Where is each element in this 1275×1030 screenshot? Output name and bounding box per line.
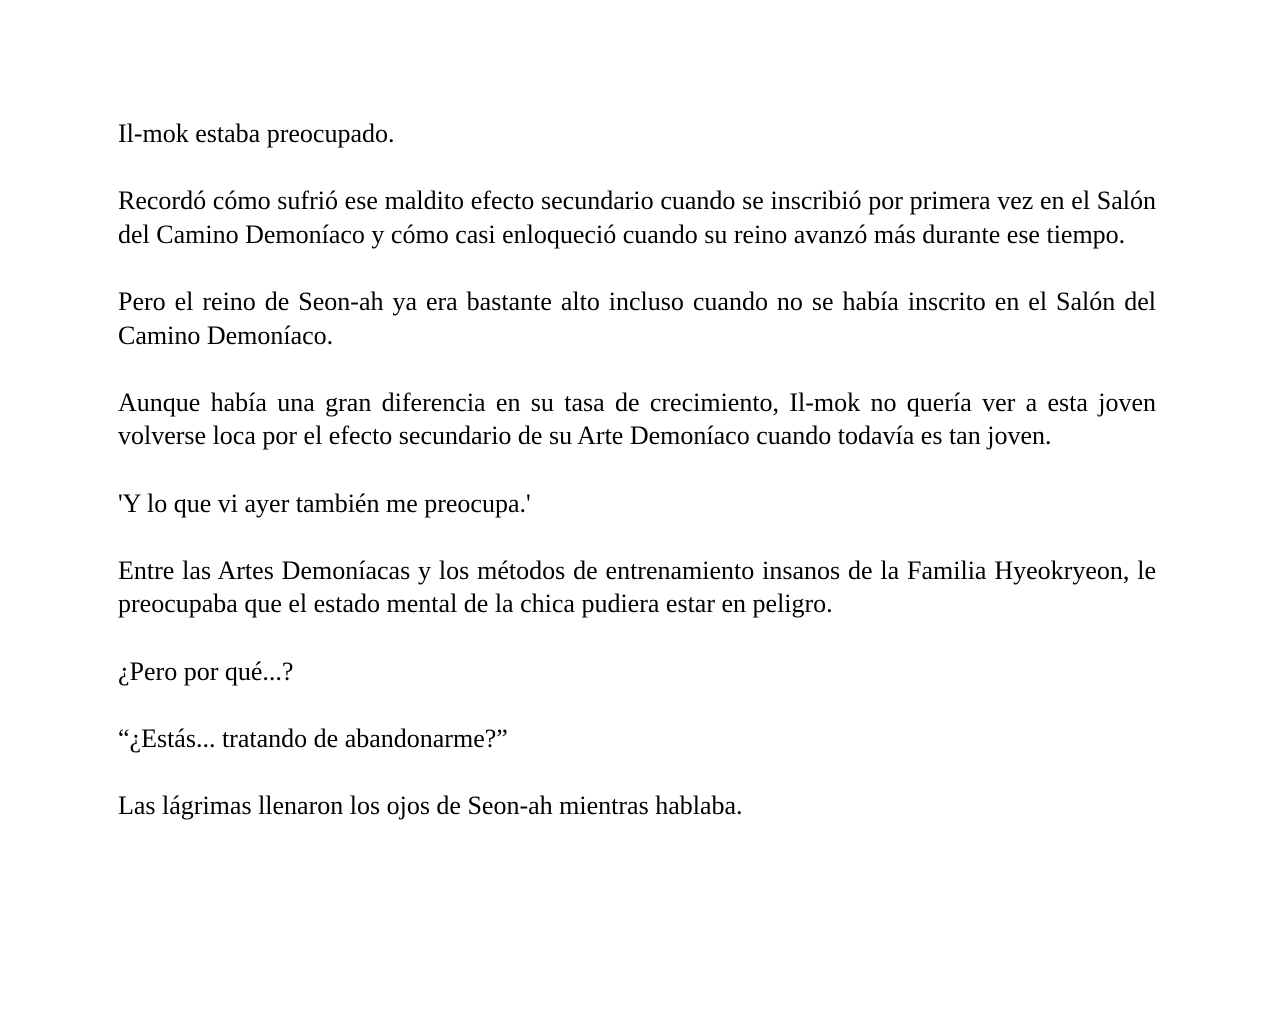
document-body <box>118 117 1156 822</box>
paragraph: Pero el reino de Seon-ah ya era bastante alto incluso cuando no se había inscrito en el Salón del Camino Demoníaco. <box>118 286 1156 350</box>
paragraph: 'Y lo que vi ayer también me preocupa.' <box>118 488 531 518</box>
paragraph: ¿Pero por qué...? <box>118 656 294 686</box>
paragraph: Las lágrimas llenaron los ojos de Seon-ah mientras hablaba. <box>118 790 743 820</box>
paragraph: Il-mok estaba preocupado. <box>118 119 395 148</box>
paragraph: “¿Estás... tratando de abandonarme?” <box>118 723 508 753</box>
paragraph: Recordó cómo sufrió ese maldito efecto secundario cuando se inscribió por primera vez en el Salón del Camino Demoníaco y cómo casi enloqueció cuando su reino avanzó más durante ese tiempo. <box>118 186 1156 249</box>
paragraph: Entre las Artes Demoníacas y los métodos de entrenamiento insanos de la Familia Hyeokryeon, le preocupaba que el estado mental de la chica pudiera estar en peligro. <box>118 555 1156 619</box>
paragraph: Aunque había una gran diferencia en su tasa de crecimiento, Il-mok no quería ver a esta joven volverse loca por el efecto secundario de su Arte Demoníaco cuando todavía es tan joven. <box>118 387 1156 451</box>
